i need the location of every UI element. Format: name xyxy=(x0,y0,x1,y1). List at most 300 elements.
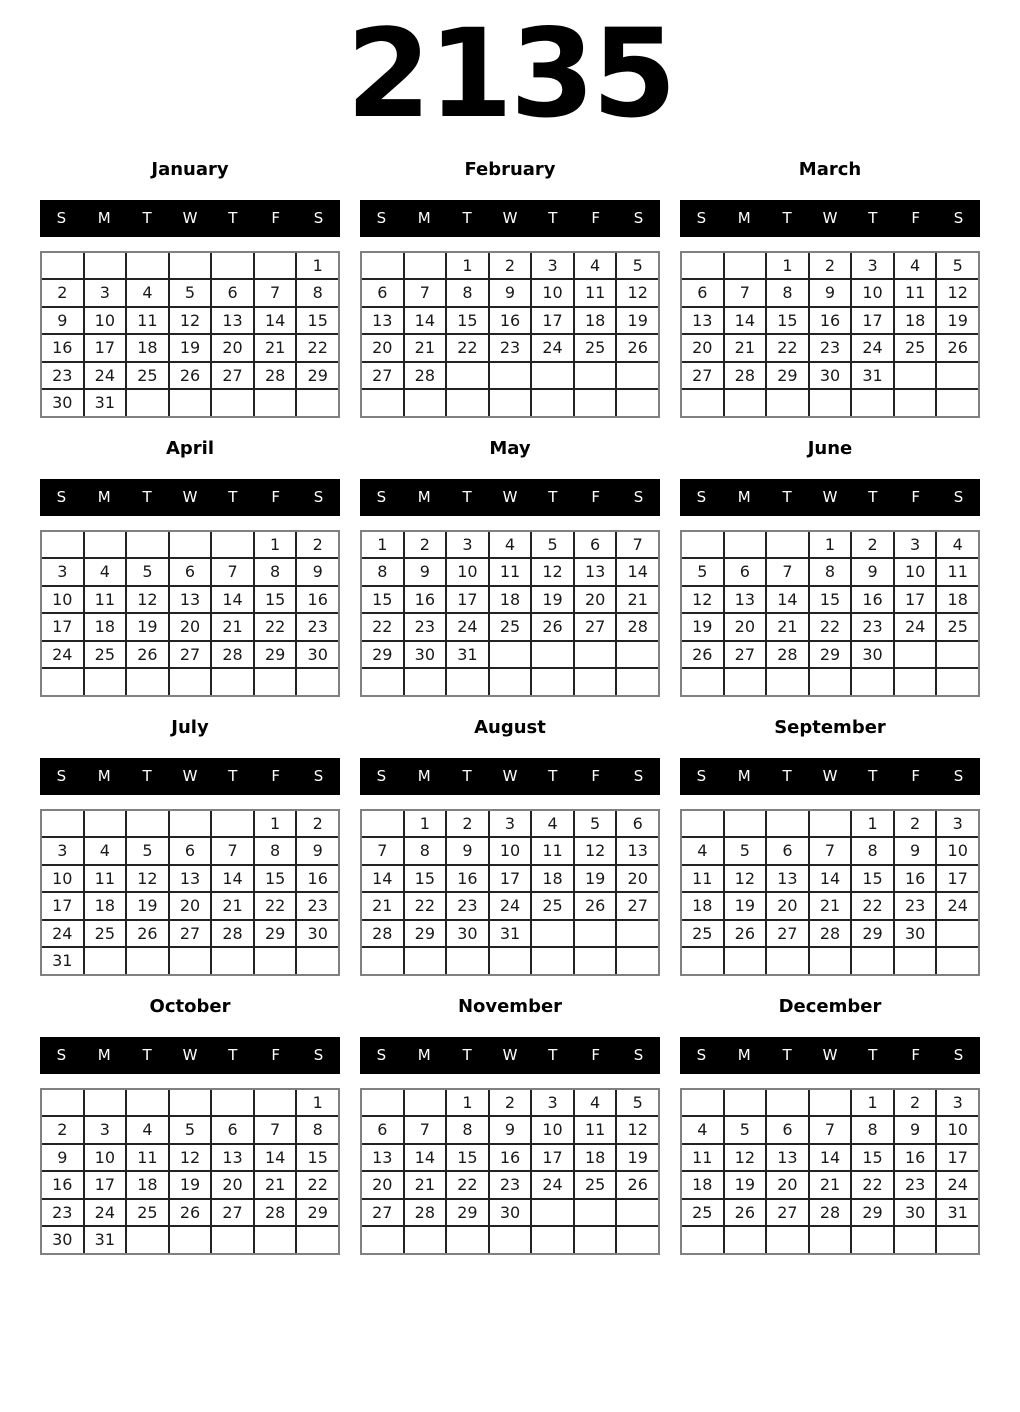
day-cell: 15 xyxy=(297,308,338,334)
day-cell: 30 xyxy=(405,642,446,668)
day-cell: 16 xyxy=(297,866,338,892)
day-cell: 8 xyxy=(852,838,893,864)
day-cell: 27 xyxy=(617,893,658,919)
month-block xyxy=(360,994,660,1255)
weekday-label: F xyxy=(911,1046,921,1065)
day-cell: 18 xyxy=(682,1172,723,1198)
day-cell: 11 xyxy=(127,1145,168,1171)
day-cell: 6 xyxy=(362,280,403,306)
day-cell: 24 xyxy=(937,893,978,919)
day-cell: 25 xyxy=(127,363,168,389)
day-cell: 7 xyxy=(767,559,808,585)
day-cell: 11 xyxy=(532,838,573,864)
weekday-header xyxy=(40,1037,340,1074)
day-cell: 13 xyxy=(767,866,808,892)
day-cell: 10 xyxy=(852,280,893,306)
day-cell-empty xyxy=(297,390,338,416)
day-cell: 5 xyxy=(617,1090,658,1116)
day-cell-empty xyxy=(490,948,531,974)
weekday-label: F xyxy=(591,209,601,228)
day-cell: 10 xyxy=(532,280,573,306)
day-cell: 16 xyxy=(895,866,936,892)
day-cell: 17 xyxy=(895,587,936,613)
weekday-label: F xyxy=(591,488,601,507)
day-cell: 2 xyxy=(42,280,83,306)
day-cell: 13 xyxy=(617,838,658,864)
day-cell: 21 xyxy=(255,1172,296,1198)
weekday-label: F xyxy=(591,1046,601,1065)
day-cell-empty xyxy=(575,669,616,695)
calendar-grid xyxy=(360,530,660,697)
day-cell-empty xyxy=(447,1227,488,1253)
day-cell: 28 xyxy=(362,921,403,947)
day-cell: 13 xyxy=(170,587,211,613)
day-cell-empty xyxy=(255,390,296,416)
day-cell: 21 xyxy=(405,335,446,361)
day-cell-empty xyxy=(895,1227,936,1253)
day-cell: 27 xyxy=(682,363,723,389)
day-cell: 30 xyxy=(895,1200,936,1226)
day-cell: 10 xyxy=(895,559,936,585)
calendar-grid xyxy=(360,251,660,418)
day-cell: 5 xyxy=(725,1117,766,1143)
day-cell: 29 xyxy=(852,1200,893,1226)
day-cell: 29 xyxy=(447,1200,488,1226)
day-cell: 3 xyxy=(447,532,488,558)
day-cell: 23 xyxy=(405,614,446,640)
day-cell: 13 xyxy=(682,308,723,334)
weekday-label: W xyxy=(822,767,838,786)
day-cell: 5 xyxy=(617,253,658,279)
day-cell: 16 xyxy=(405,587,446,613)
weekday-header xyxy=(680,1037,980,1074)
day-cell-empty xyxy=(85,669,126,695)
day-cell: 29 xyxy=(852,921,893,947)
day-cell: 17 xyxy=(852,308,893,334)
day-cell-empty xyxy=(617,921,658,947)
day-cell: 9 xyxy=(447,838,488,864)
day-cell: 5 xyxy=(532,532,573,558)
day-cell: 19 xyxy=(725,893,766,919)
weekday-label: M xyxy=(97,488,111,507)
day-cell-empty xyxy=(895,948,936,974)
weekday-label: T xyxy=(782,767,792,786)
day-cell-empty xyxy=(895,390,936,416)
day-cell: 25 xyxy=(85,642,126,668)
day-cell: 12 xyxy=(725,866,766,892)
day-cell: 17 xyxy=(85,1172,126,1198)
day-cell: 5 xyxy=(937,253,978,279)
day-cell: 1 xyxy=(767,253,808,279)
calendar-grid xyxy=(40,251,340,418)
day-cell: 16 xyxy=(42,1172,83,1198)
calendar-grid xyxy=(40,1088,340,1255)
day-cell-empty xyxy=(255,1227,296,1253)
day-cell: 24 xyxy=(532,335,573,361)
day-cell: 3 xyxy=(532,1090,573,1116)
day-cell: 25 xyxy=(895,335,936,361)
day-cell-empty xyxy=(682,1227,723,1253)
day-cell-empty xyxy=(767,669,808,695)
day-cell: 19 xyxy=(617,1145,658,1171)
month-block xyxy=(40,715,340,976)
weekday-label: W xyxy=(182,209,198,228)
day-cell: 26 xyxy=(682,642,723,668)
day-cell: 7 xyxy=(810,1117,851,1143)
day-cell-empty xyxy=(682,253,723,279)
day-cell: 2 xyxy=(447,811,488,837)
day-cell-empty xyxy=(617,642,658,668)
day-cell: 5 xyxy=(725,838,766,864)
day-cell: 11 xyxy=(682,1145,723,1171)
weekday-label: S xyxy=(696,1046,707,1065)
day-cell: 21 xyxy=(212,614,253,640)
day-cell: 1 xyxy=(810,532,851,558)
weekday-label: F xyxy=(271,767,281,786)
day-cell-empty xyxy=(617,363,658,389)
weekday-label: S xyxy=(56,488,67,507)
day-cell-empty xyxy=(447,390,488,416)
day-cell-empty xyxy=(532,363,573,389)
day-cell-empty xyxy=(532,642,573,668)
day-cell: 13 xyxy=(362,1145,403,1171)
day-cell-empty xyxy=(170,532,211,558)
day-cell: 11 xyxy=(85,587,126,613)
weekday-label: T xyxy=(462,1046,472,1065)
day-cell: 3 xyxy=(42,559,83,585)
day-cell-empty xyxy=(895,669,936,695)
day-cell: 7 xyxy=(212,559,253,585)
day-cell: 27 xyxy=(212,1200,253,1226)
day-cell-empty xyxy=(212,532,253,558)
day-cell: 15 xyxy=(255,866,296,892)
day-cell: 12 xyxy=(532,559,573,585)
day-cell-empty xyxy=(682,948,723,974)
weekday-label: S xyxy=(56,1046,67,1065)
day-cell: 23 xyxy=(490,335,531,361)
day-cell-empty xyxy=(170,669,211,695)
day-cell: 28 xyxy=(212,642,253,668)
day-cell-empty xyxy=(575,363,616,389)
day-cell-empty xyxy=(532,390,573,416)
weekday-label: T xyxy=(782,1046,792,1065)
day-cell: 6 xyxy=(575,532,616,558)
day-cell: 12 xyxy=(127,587,168,613)
day-cell: 18 xyxy=(85,614,126,640)
month-title: October xyxy=(149,995,231,1017)
day-cell-empty xyxy=(767,1227,808,1253)
day-cell: 26 xyxy=(532,614,573,640)
day-cell: 19 xyxy=(617,308,658,334)
day-cell: 24 xyxy=(937,1172,978,1198)
day-cell: 22 xyxy=(297,335,338,361)
day-cell: 25 xyxy=(575,1172,616,1198)
weekday-label: S xyxy=(376,1046,387,1065)
month-title: February xyxy=(464,158,556,180)
month-title: December xyxy=(778,995,882,1017)
day-cell: 30 xyxy=(297,642,338,668)
day-cell: 7 xyxy=(810,838,851,864)
weekday-label: S xyxy=(313,1046,324,1065)
day-cell-empty xyxy=(937,921,978,947)
day-cell: 28 xyxy=(405,1200,446,1226)
day-cell: 20 xyxy=(767,893,808,919)
weekday-header xyxy=(360,479,660,516)
month-title: May xyxy=(489,437,531,459)
weekday-label: T xyxy=(868,1046,878,1065)
day-cell: 7 xyxy=(405,1117,446,1143)
day-cell: 8 xyxy=(255,838,296,864)
day-cell: 16 xyxy=(895,1145,936,1171)
day-cell: 31 xyxy=(852,363,893,389)
weekday-header xyxy=(360,758,660,795)
day-cell: 3 xyxy=(937,1090,978,1116)
weekday-label: S xyxy=(376,767,387,786)
day-cell: 11 xyxy=(575,280,616,306)
day-cell: 22 xyxy=(447,1172,488,1198)
day-cell: 13 xyxy=(767,1145,808,1171)
day-cell: 20 xyxy=(362,335,403,361)
day-cell: 4 xyxy=(575,253,616,279)
day-cell: 3 xyxy=(532,253,573,279)
day-cell-empty xyxy=(127,1090,168,1116)
weekday-label: S xyxy=(633,209,644,228)
day-cell: 28 xyxy=(810,921,851,947)
day-cell: 29 xyxy=(297,363,338,389)
day-cell-empty xyxy=(617,669,658,695)
day-cell-empty xyxy=(532,1200,573,1226)
month-block xyxy=(680,157,980,418)
day-cell: 26 xyxy=(725,921,766,947)
weekday-label: F xyxy=(271,209,281,228)
day-cell: 9 xyxy=(297,559,338,585)
day-cell: 18 xyxy=(575,308,616,334)
day-cell-empty xyxy=(725,390,766,416)
day-cell-empty xyxy=(937,363,978,389)
day-cell: 1 xyxy=(297,1090,338,1116)
day-cell: 13 xyxy=(362,308,403,334)
day-cell: 14 xyxy=(405,308,446,334)
day-cell-empty xyxy=(575,948,616,974)
day-cell: 1 xyxy=(852,811,893,837)
day-cell: 25 xyxy=(532,893,573,919)
day-cell-empty xyxy=(532,1227,573,1253)
month-title: July xyxy=(171,716,209,738)
day-cell: 4 xyxy=(575,1090,616,1116)
day-cell: 15 xyxy=(767,308,808,334)
day-cell: 19 xyxy=(937,308,978,334)
day-cell: 15 xyxy=(447,308,488,334)
day-cell: 16 xyxy=(447,866,488,892)
weekday-label: W xyxy=(822,209,838,228)
day-cell: 7 xyxy=(212,838,253,864)
day-cell: 26 xyxy=(127,642,168,668)
weekday-label: S xyxy=(696,767,707,786)
day-cell: 16 xyxy=(297,587,338,613)
day-cell: 9 xyxy=(297,838,338,864)
weekday-label: T xyxy=(142,1046,152,1065)
weekday-label: F xyxy=(591,767,601,786)
day-cell: 22 xyxy=(297,1172,338,1198)
day-cell: 28 xyxy=(405,363,446,389)
day-cell-empty xyxy=(767,390,808,416)
day-cell: 4 xyxy=(85,559,126,585)
weekday-label: M xyxy=(97,1046,111,1065)
day-cell: 15 xyxy=(810,587,851,613)
day-cell: 15 xyxy=(852,866,893,892)
day-cell: 26 xyxy=(617,335,658,361)
day-cell-empty xyxy=(617,1227,658,1253)
day-cell-empty xyxy=(852,390,893,416)
month-block xyxy=(40,157,340,418)
weekday-label: M xyxy=(737,209,751,228)
day-cell: 28 xyxy=(255,1200,296,1226)
day-cell: 14 xyxy=(725,308,766,334)
day-cell: 31 xyxy=(42,948,83,974)
day-cell: 10 xyxy=(490,838,531,864)
day-cell-empty xyxy=(810,669,851,695)
day-cell: 9 xyxy=(895,1117,936,1143)
day-cell: 26 xyxy=(170,363,211,389)
day-cell: 26 xyxy=(725,1200,766,1226)
day-cell: 4 xyxy=(682,1117,723,1143)
weekday-label: W xyxy=(502,767,518,786)
day-cell: 2 xyxy=(490,253,531,279)
day-cell-empty xyxy=(127,669,168,695)
day-cell: 17 xyxy=(42,893,83,919)
day-cell-empty xyxy=(937,669,978,695)
day-cell-empty xyxy=(575,1200,616,1226)
weekday-label: T xyxy=(142,488,152,507)
day-cell: 8 xyxy=(297,280,338,306)
day-cell-empty xyxy=(362,811,403,837)
day-cell-empty xyxy=(405,669,446,695)
weekday-label: S xyxy=(313,209,324,228)
day-cell: 19 xyxy=(170,335,211,361)
weekday-label: S xyxy=(953,488,964,507)
day-cell: 25 xyxy=(490,614,531,640)
month-title: September xyxy=(774,716,886,738)
day-cell: 8 xyxy=(447,280,488,306)
day-cell: 4 xyxy=(127,280,168,306)
day-cell-empty xyxy=(170,1090,211,1116)
month-block xyxy=(680,715,980,976)
day-cell: 27 xyxy=(362,1200,403,1226)
day-cell: 11 xyxy=(937,559,978,585)
day-cell-empty xyxy=(725,253,766,279)
day-cell: 30 xyxy=(297,921,338,947)
day-cell: 21 xyxy=(212,893,253,919)
day-cell: 7 xyxy=(255,280,296,306)
day-cell: 17 xyxy=(532,1145,573,1171)
weekday-label: F xyxy=(911,209,921,228)
day-cell: 21 xyxy=(405,1172,446,1198)
day-cell-empty xyxy=(170,811,211,837)
day-cell: 29 xyxy=(255,921,296,947)
day-cell: 14 xyxy=(255,1145,296,1171)
weekday-label: S xyxy=(376,488,387,507)
weekday-header xyxy=(40,758,340,795)
day-cell-empty xyxy=(725,532,766,558)
day-cell-empty xyxy=(575,390,616,416)
day-cell-empty xyxy=(767,811,808,837)
day-cell-empty xyxy=(810,1090,851,1116)
day-cell: 1 xyxy=(447,1090,488,1116)
calendar-grid xyxy=(680,809,980,976)
day-cell: 18 xyxy=(127,1172,168,1198)
day-cell: 31 xyxy=(85,390,126,416)
weekday-label: T xyxy=(548,767,558,786)
day-cell: 14 xyxy=(810,1145,851,1171)
day-cell-empty xyxy=(852,948,893,974)
month-block xyxy=(680,994,980,1255)
day-cell: 10 xyxy=(42,866,83,892)
calendar-grid xyxy=(40,530,340,697)
day-cell: 1 xyxy=(255,811,296,837)
day-cell: 24 xyxy=(42,642,83,668)
day-cell: 18 xyxy=(575,1145,616,1171)
day-cell-empty xyxy=(852,1227,893,1253)
day-cell: 12 xyxy=(575,838,616,864)
day-cell: 14 xyxy=(810,866,851,892)
day-cell: 13 xyxy=(170,866,211,892)
day-cell: 23 xyxy=(42,1200,83,1226)
weekday-label: T xyxy=(228,1046,238,1065)
month-title: August xyxy=(474,716,546,738)
day-cell: 6 xyxy=(617,811,658,837)
day-cell: 9 xyxy=(490,1117,531,1143)
day-cell: 3 xyxy=(42,838,83,864)
day-cell: 18 xyxy=(127,335,168,361)
weekday-label: S xyxy=(56,767,67,786)
day-cell-empty xyxy=(725,669,766,695)
day-cell: 4 xyxy=(127,1117,168,1143)
day-cell-empty xyxy=(85,948,126,974)
day-cell: 28 xyxy=(617,614,658,640)
day-cell: 15 xyxy=(447,1145,488,1171)
day-cell: 11 xyxy=(490,559,531,585)
day-cell: 12 xyxy=(170,308,211,334)
day-cell: 27 xyxy=(767,1200,808,1226)
day-cell: 25 xyxy=(682,1200,723,1226)
day-cell-empty xyxy=(127,811,168,837)
day-cell: 15 xyxy=(362,587,403,613)
day-cell: 4 xyxy=(490,532,531,558)
weekday-label: F xyxy=(271,488,281,507)
day-cell: 8 xyxy=(767,280,808,306)
day-cell: 22 xyxy=(767,335,808,361)
calendar-grid xyxy=(680,1088,980,1255)
day-cell: 2 xyxy=(42,1117,83,1143)
day-cell: 1 xyxy=(405,811,446,837)
day-cell-empty xyxy=(405,390,446,416)
weekday-label: T xyxy=(868,488,878,507)
day-cell: 6 xyxy=(725,559,766,585)
weekday-label: F xyxy=(911,767,921,786)
weekday-label: W xyxy=(182,488,198,507)
day-cell: 27 xyxy=(362,363,403,389)
day-cell-empty xyxy=(767,948,808,974)
day-cell: 24 xyxy=(42,921,83,947)
day-cell: 29 xyxy=(255,642,296,668)
day-cell: 25 xyxy=(85,921,126,947)
month-block xyxy=(360,436,660,697)
day-cell-empty xyxy=(490,642,531,668)
day-cell: 25 xyxy=(937,614,978,640)
day-cell: 15 xyxy=(852,1145,893,1171)
day-cell: 8 xyxy=(405,838,446,864)
day-cell: 21 xyxy=(810,893,851,919)
